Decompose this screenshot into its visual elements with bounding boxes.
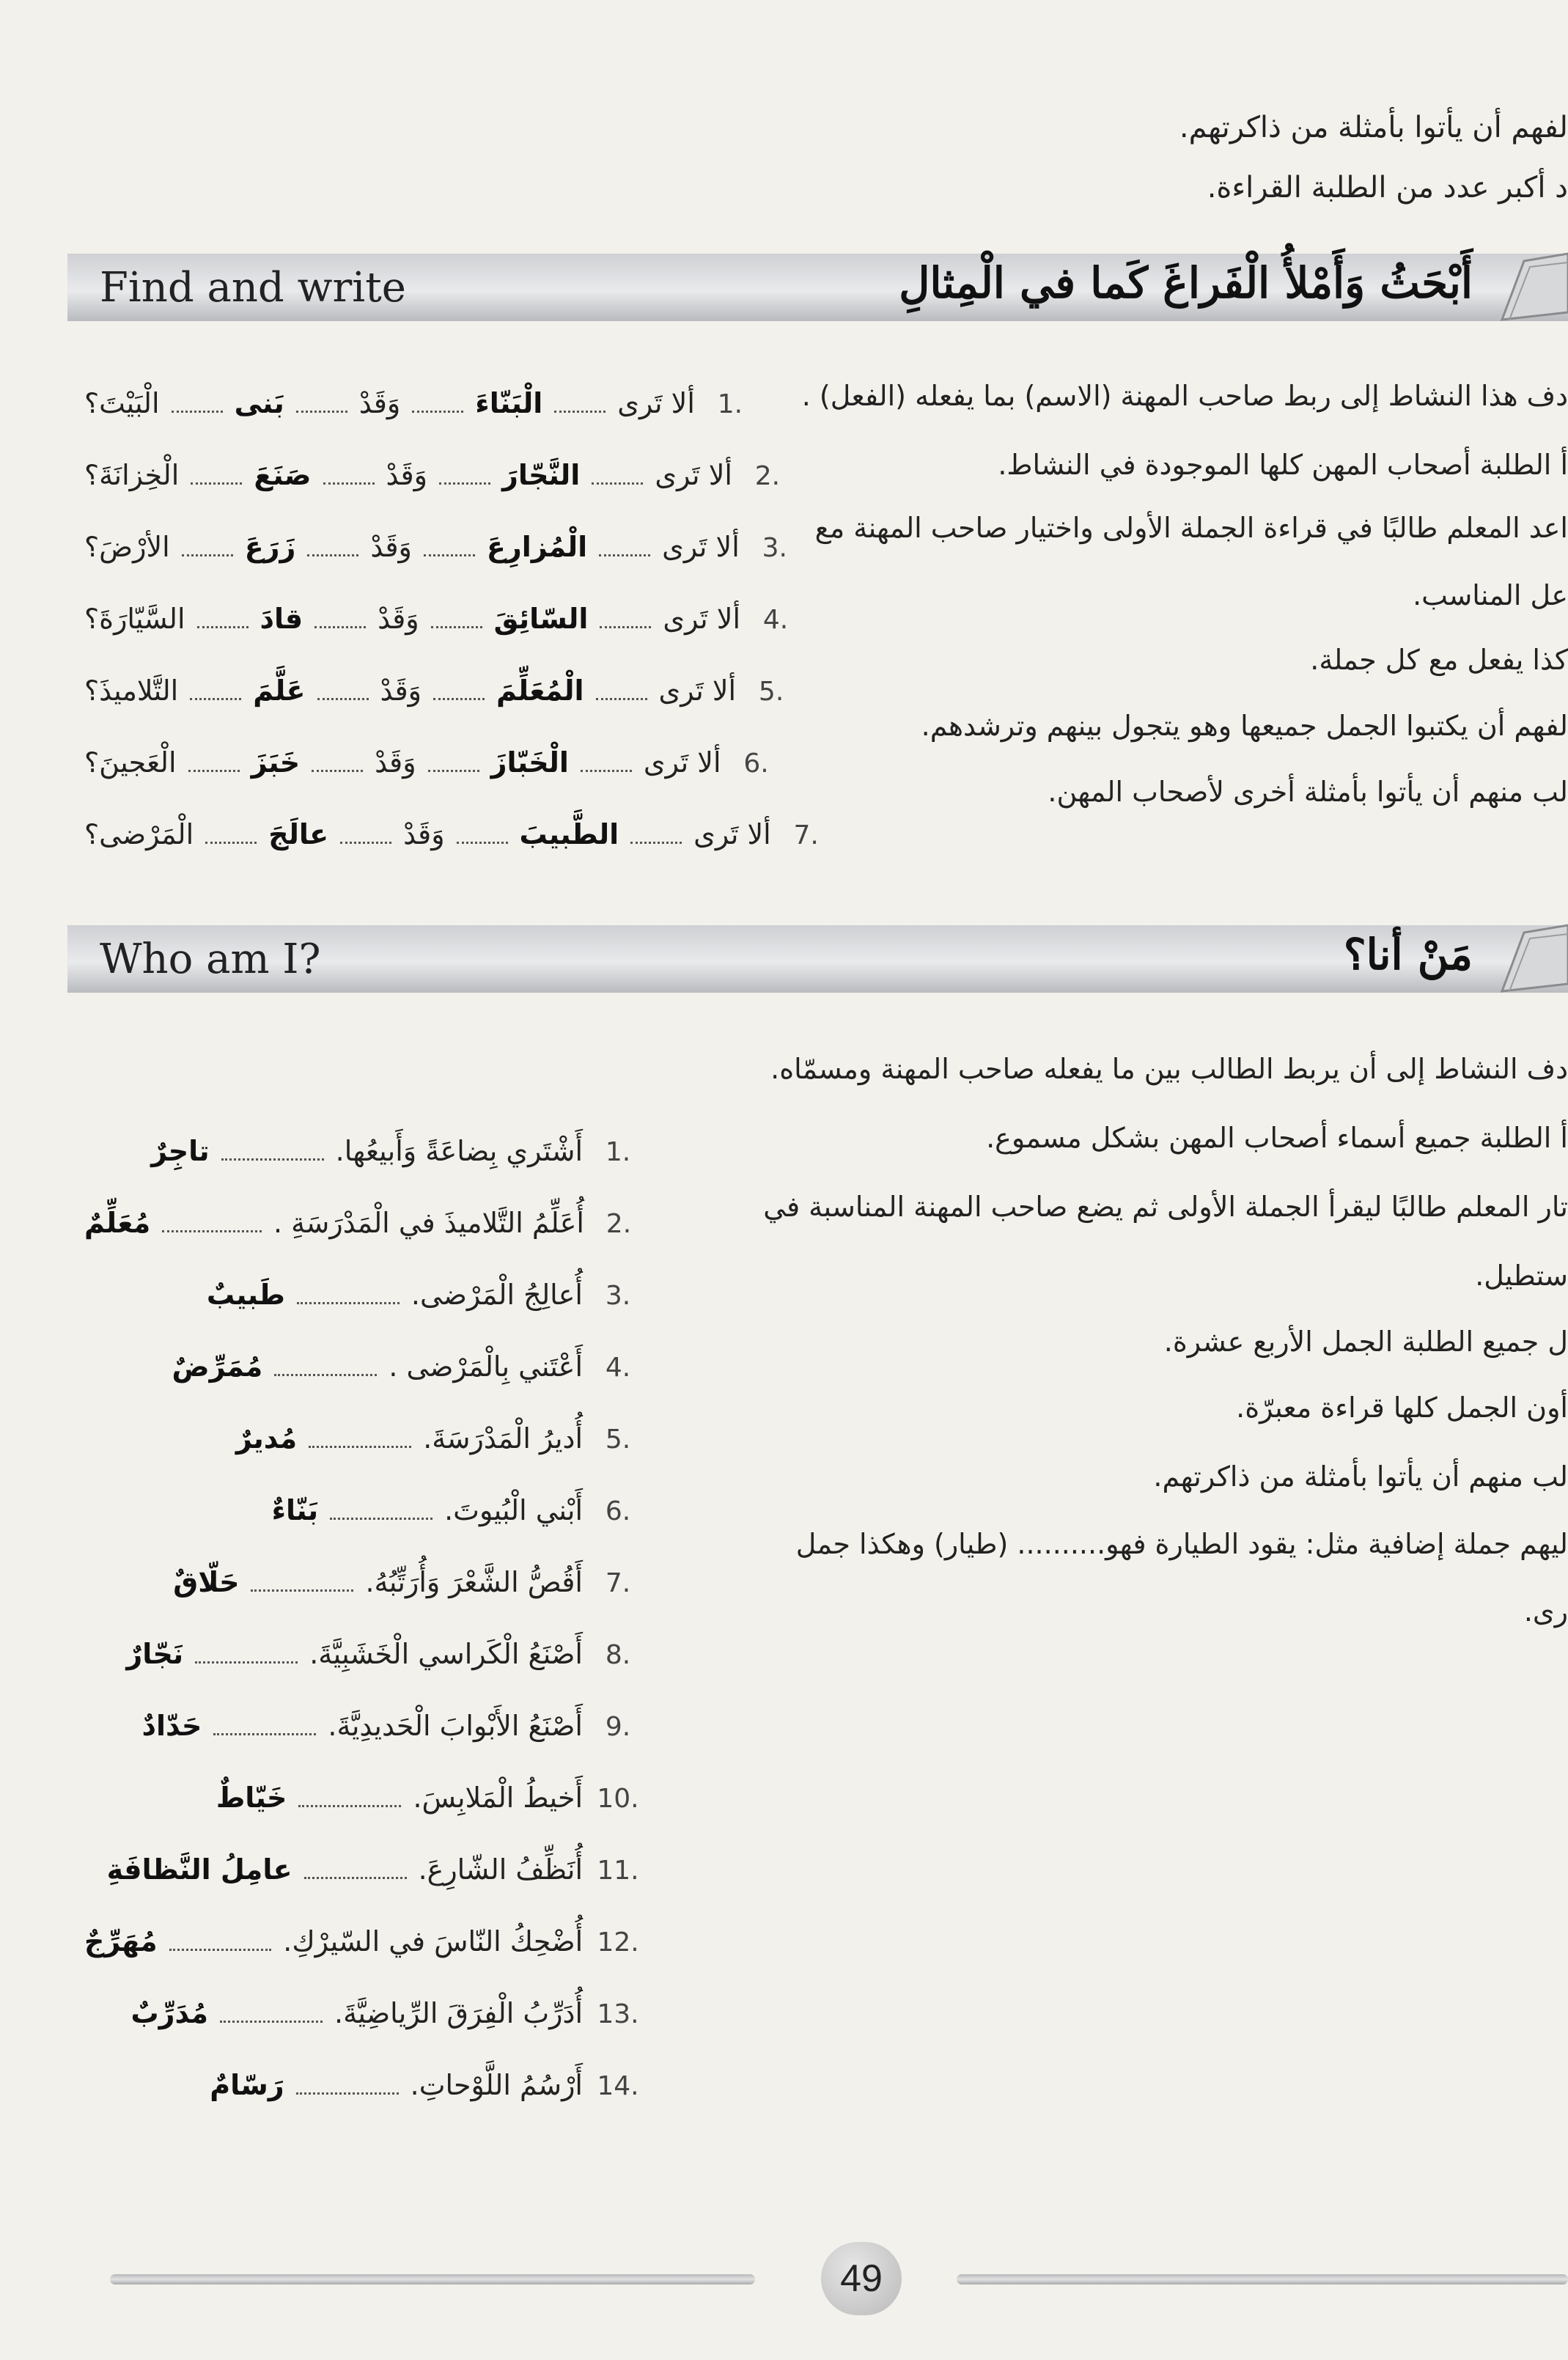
item-number: 9. — [605, 1712, 631, 1742]
blank — [439, 478, 490, 485]
exercise-text: وَقَدْ — [358, 387, 401, 419]
exercise-end: الْبَيْتَ؟ — [84, 387, 160, 419]
exercise-text: ألا تَرى — [662, 531, 740, 563]
item-text: أَشْتَري بِضاعَةً وَأَبيعُها. — [335, 1135, 583, 1167]
blank — [554, 406, 606, 413]
blank — [182, 550, 233, 556]
exercise-text: ألا تَرى — [655, 459, 732, 491]
exercise-text: وَقَدْ — [386, 459, 427, 491]
footer-bar-left — [110, 2274, 755, 2284]
book-icon — [1495, 246, 1568, 327]
instruction-line: ستطيل. — [1475, 1260, 1568, 1292]
item-answer: نَجّارٌ — [126, 1638, 184, 1670]
blank — [317, 694, 369, 700]
instruction-line: كذا يفعل مع كل جملة. — [1310, 644, 1568, 676]
item-answer: مُديرٌ — [235, 1422, 298, 1455]
exercise-verb: عَلَّمَ — [253, 674, 306, 707]
exercise-number: 4. — [762, 605, 789, 635]
item-number: 13. — [597, 1999, 639, 2029]
exercise-row — [84, 674, 795, 707]
item-number: 6. — [605, 1496, 631, 1526]
item-answer: خَيّاطٌ — [216, 1782, 287, 1814]
blank — [169, 1944, 272, 1951]
instruction-line: لب منهم أن يأتوا بأمثلة أخرى لأصحاب المهن. — [1048, 776, 1568, 808]
instruction-line: رى. — [1523, 1595, 1568, 1628]
exercise-noun: النَّجّارَ — [501, 459, 581, 491]
blank — [312, 765, 363, 772]
blank — [599, 550, 650, 556]
exercise-noun: السّائِقَ — [493, 603, 589, 635]
who-am-i-row — [84, 1997, 641, 2029]
item-number: 10. — [597, 1784, 639, 1814]
item-answer: مُعَلِّمٌ — [84, 1207, 151, 1239]
exercise-noun: الْبَنّاءَ — [475, 387, 543, 419]
exercise-text: وَقَدْ — [403, 818, 445, 850]
exercise-text: ألا تَرى — [658, 674, 737, 707]
who-am-i-row — [84, 1710, 641, 1742]
blank — [304, 1872, 407, 1879]
who-am-i-row — [84, 1279, 641, 1311]
instruction-line: أ الطلبة أصحاب المهن كلها الموجودة في النشاط. — [998, 449, 1568, 481]
blank — [221, 1154, 324, 1161]
item-text: أَصْنَعُ الْكَراسي الْخَشَبِيَّةَ. — [309, 1638, 583, 1670]
blank — [412, 406, 463, 413]
instruction-line: أون الجمل كلها قراءة معبرّة. — [1236, 1392, 1568, 1424]
item-text: أَقُصُّ الشَّعْرَ وَأُرَتِّبُهُ. — [365, 1566, 583, 1598]
item-number: 7. — [605, 1568, 631, 1598]
blank — [274, 1370, 377, 1376]
exercise-text: ألا تَرى — [643, 746, 721, 779]
exercise-verb: بَنى — [234, 387, 284, 419]
exercise-end: التَّلاميذَ؟ — [84, 674, 179, 707]
who-am-i-row — [84, 1925, 641, 1958]
exercise-number: 5. — [758, 677, 784, 707]
item-answer: حَدّادٌ — [141, 1710, 202, 1742]
item-number: 2. — [606, 1209, 632, 1239]
exercise-number: 7. — [793, 820, 819, 850]
instruction-line: دف هذا النشاط إلى ربط صاحب المهنة (الاسم) بما يفعله (الفعل) . — [801, 380, 1568, 412]
exercise-text: ألا تَرى — [693, 818, 771, 850]
instruction-line: ل جميع الطلبة الجمل الأربع عشرة. — [1163, 1326, 1568, 1358]
item-number: 5. — [605, 1425, 631, 1455]
blank — [296, 406, 347, 413]
blank — [205, 837, 257, 844]
exercise-end: الْعَجينَ؟ — [84, 746, 177, 779]
blank — [309, 1441, 411, 1448]
exercise-verb: عالَجَ — [268, 818, 329, 850]
blank — [581, 765, 632, 772]
instruction-line: ليهم جملة إضافية مثل: يقود الطيارة فهو.......... (طيار) وهكذا جمل — [795, 1528, 1568, 1560]
who-am-i-row — [84, 1566, 641, 1598]
item-text: أُديرُ الْمَدْرَسَةَ. — [423, 1422, 583, 1455]
blank — [197, 622, 249, 628]
blank — [213, 1729, 316, 1735]
exercise-text: وَقَدْ — [370, 531, 412, 563]
item-text: أَرْسُمُ اللَّوْحاتِ. — [410, 2069, 583, 2101]
section1-title-en: Find and write — [100, 264, 406, 312]
who-am-i-row — [84, 2069, 641, 2101]
exercise-row — [84, 818, 830, 850]
exercise-row — [84, 746, 780, 779]
blank — [220, 2016, 323, 2023]
who-am-i-row — [84, 1422, 641, 1455]
instruction-line: تار المعلم طالبًا ليقرأ الجملة الأولى ثم يضع صاحب المهنة المناسبة في — [763, 1191, 1568, 1223]
item-answer: تاجِرٌ — [151, 1135, 210, 1167]
exercise-text: ألا تَرى — [617, 387, 695, 419]
exercise-end: الْمَرْضى؟ — [84, 818, 194, 850]
item-number: 11. — [597, 1856, 639, 1886]
instruction-line: اعد المعلم طالبًا في قراءة الجملة الأولى واختيار صاحب المهنة مع — [814, 512, 1568, 544]
section1-title-ar: أَبْحَثُ وَأَمْلأُ الْفَراغَ كَما في الْمِثالِ — [899, 258, 1473, 308]
item-answer: حَلّاقٌ — [173, 1566, 240, 1598]
book-icon — [1495, 918, 1568, 999]
top-note-1: لفهم أن يأتوا بأمثلة من ذاكرتهم. — [1179, 111, 1568, 144]
exercise-row — [84, 459, 791, 491]
item-number: 4. — [605, 1353, 631, 1383]
section1-banner — [67, 254, 1568, 321]
blank — [630, 837, 682, 844]
exercise-number: 3. — [762, 533, 787, 563]
section2-title-en: Who am I? — [100, 935, 321, 983]
blank — [323, 478, 375, 485]
who-am-i-row — [84, 1853, 641, 1886]
exercise-row — [84, 387, 754, 419]
blank — [431, 622, 482, 628]
item-number: 1. — [605, 1137, 631, 1167]
exercise-text: وَقَدْ — [375, 746, 416, 779]
exercise-end: الْخِزانَةَ؟ — [84, 459, 180, 491]
exercise-number: 6. — [743, 749, 769, 779]
item-text: أَبْني الْبُيوتَ. — [444, 1494, 583, 1526]
item-number: 12. — [597, 1927, 639, 1958]
who-am-i-row — [84, 1494, 641, 1526]
item-text: أُنَظِّفُ الشّارِعَ. — [418, 1853, 583, 1886]
who-am-i-row — [84, 1350, 641, 1383]
exercise-verb: زَرَعَ — [244, 531, 296, 563]
exercise-end: السَّيّارَةَ؟ — [84, 603, 185, 635]
item-answer: عامِلُ النَّظافَةِ — [106, 1853, 292, 1886]
item-answer: مُدَرِّبٌ — [130, 1997, 208, 2029]
exercise-number: 1. — [717, 389, 743, 419]
exercise-verb: خَبَزَ — [251, 746, 301, 779]
item-text: أُعَلِّمُ التَّلاميذَ في الْمَدْرَسَةِ . — [273, 1207, 584, 1239]
exercise-text: وَقَدْ — [380, 674, 422, 707]
exercise-noun: الطَّبيبَ — [519, 818, 619, 850]
item-answer: بَنّاءٌ — [271, 1494, 319, 1526]
who-am-i-row — [84, 1782, 641, 1814]
item-answer: رَسّامٌ — [210, 2069, 284, 2101]
blank — [162, 1226, 262, 1232]
blank — [190, 694, 241, 700]
instruction-line: لب منهم أن يأتوا بأمثلة من ذاكرتهم. — [1153, 1460, 1568, 1493]
exercise-noun: الْمُزارِعَ — [486, 531, 588, 563]
footer-bar-right — [957, 2274, 1568, 2284]
blank — [296, 2088, 399, 2095]
blank — [433, 694, 485, 700]
blank — [195, 1657, 298, 1664]
item-number: 3. — [605, 1281, 631, 1311]
blank — [600, 622, 651, 628]
instruction-line: عل المناسب. — [1413, 579, 1568, 611]
instruction-line: لفهم أن يكتبوا الجمل جميعها وهو يتجول بينهم وترشدهم. — [921, 710, 1568, 742]
item-answer: مُمَرِّضٌ — [172, 1350, 263, 1383]
exercise-row — [84, 531, 798, 563]
blank — [191, 478, 242, 485]
blank — [307, 550, 358, 556]
who-am-i-row — [84, 1135, 641, 1167]
exercise-row — [84, 603, 799, 635]
item-answer: طَبيبٌ — [206, 1279, 285, 1311]
exercise-text: ألا تَرى — [663, 603, 741, 635]
exercise-verb: صَنَعَ — [254, 459, 312, 491]
section2-title-ar: مَنْ أنا؟ — [1343, 930, 1473, 979]
item-text: أَصْنَعُ الأَبْوابَ الْحَديدِيَّةَ. — [328, 1710, 583, 1742]
exercise-noun: الْخَبّازَ — [490, 746, 569, 779]
blank — [428, 765, 479, 772]
instruction-line: أ الطلبة جميع أسماء أصحاب المهن بشكل مسموع. — [986, 1122, 1568, 1154]
item-text: أَخيطُ الْمَلابِسَ. — [413, 1782, 583, 1814]
section2-banner — [67, 925, 1568, 993]
blank — [188, 765, 240, 772]
item-answer: مُهَرِّجٌ — [84, 1925, 158, 1958]
blank — [457, 837, 508, 844]
item-text: أُضْحِكُ النّاسَ في السّيرْكِ. — [283, 1925, 584, 1958]
exercise-text: وَقَدْ — [378, 603, 419, 635]
top-note-2: د أكبر عدد من الطلبة القراءة. — [1207, 171, 1568, 205]
blank — [340, 837, 391, 844]
blank — [298, 1801, 401, 1807]
blank — [592, 478, 643, 485]
page-number: 49 — [821, 2242, 902, 2315]
item-number: 14. — [597, 2071, 639, 2101]
blank — [424, 550, 475, 556]
blank — [330, 1513, 433, 1520]
exercise-number: 2. — [754, 461, 781, 491]
blank — [596, 694, 647, 700]
exercise-noun: الْمُعَلِّمَ — [496, 674, 584, 707]
item-text: أُعالِجُ الْمَرْضى. — [411, 1279, 583, 1311]
who-am-i-row — [84, 1638, 641, 1670]
exercise-verb: قادَ — [260, 603, 303, 635]
blank — [314, 622, 366, 628]
item-text: أَعْتَني بِالْمَرْضى . — [389, 1350, 583, 1383]
blank — [251, 1585, 353, 1592]
blank — [172, 406, 223, 413]
blank — [297, 1298, 400, 1304]
who-am-i-row — [84, 1207, 641, 1239]
item-number: 8. — [605, 1640, 631, 1670]
item-text: أُدَرِّبُ الْفِرَقَ الرِّياضِيَّةَ. — [334, 1997, 583, 2029]
instruction-line: دف النشاط إلى أن يربط الطالب بين ما يفعله صاحب المهنة ومسمّاه. — [770, 1053, 1568, 1085]
exercise-end: الأرْضَ؟ — [84, 531, 170, 563]
